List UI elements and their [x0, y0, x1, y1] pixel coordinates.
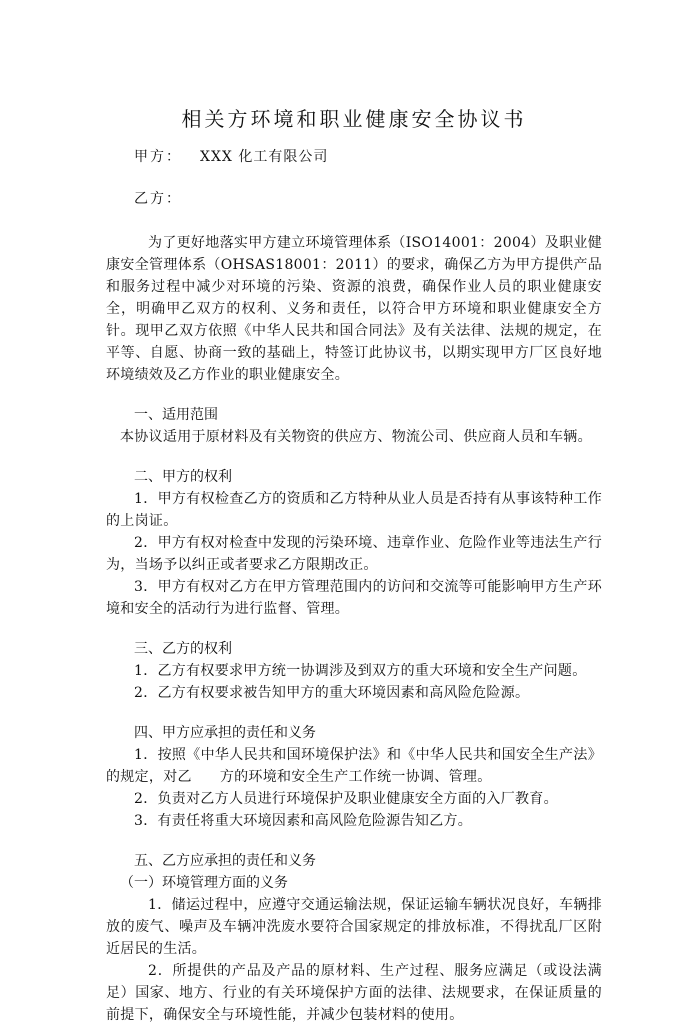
section-paragraph: 2．甲方有权对检查中发现的污染环境、违章作业、危险作业等违法生产行为，当场予以纠正或者要求乙方限期改正。	[106, 535, 602, 573]
section-paragraph: 本协议适用于原材料及有关物资的供应方、物流公司、供应商人员和车辆。	[120, 429, 592, 445]
section-party-b-duties	[106, 850, 602, 1026]
section-title: 四、甲方应承担的责任和义务	[134, 725, 316, 741]
section-title: 五、乙方应承担的责任和义务	[134, 853, 316, 869]
document-title: 相关方环境和职业健康安全协议书	[181, 107, 527, 131]
section-paragraph: 3．甲方有权对乙方在甲方管理范围内的访问和交流等可能影响甲方生产环境和安全的活动行为进行监督、管理。	[106, 579, 602, 617]
section-title: 二、甲方的权利	[134, 469, 232, 485]
section-title: 三、乙方的权利	[134, 641, 232, 657]
party-a-label: 甲方：	[134, 149, 182, 165]
paragraph-text-after-gap: 方的环境和安全生产工作统一协调、管理。	[219, 769, 492, 785]
section-paragraph: 1．甲方有权检查乙方的资质和乙方特种从业人员是否持有从事该特种工作的上岗证。	[106, 491, 602, 529]
section-subtitle: （一）环境管理方面的义务	[120, 875, 288, 891]
section-party-a-rights	[106, 466, 602, 620]
party-b-line	[134, 188, 602, 210]
section-scope	[106, 404, 602, 448]
party-b-label: 乙方：	[134, 191, 182, 207]
section-paragraph	[106, 744, 602, 788]
section-paragraph: 3．有责任将重大环境因素和高风险危险源告知乙方。	[134, 813, 473, 829]
section-paragraph: 2．所提供的产品及产品的原材料、生产过程、服务应满足（或设法满足）国家、地方、行业的有关环境保护方面的法律、法规要求，在保证质量的前提下，确保安全与环境性能，并减少包装材料的使用。	[106, 963, 602, 1023]
intro-paragraph: 为了更好地落实甲方建立环境管理体系（ISO14001：2004）及职业健康安全管理体系（OHSAS18001：2011）的要求，确保乙方为甲方提供产品和服务过程中减少对环境的污染、资源的浪费，确保作业人员的职业健康安全，明确甲乙双方的权利、义务和责任，以符合甲方环境和职业健康安全方针。现甲乙双方依照《中华人民共和国合同法》及有关法律、法规的规定，在平等、自愿、协商一致的基础上，特签订此协议书，以期实现甲方厂区良好地环境绩效及乙方作业的职业健康安全。	[106, 235, 602, 383]
section-party-a-duties	[106, 722, 602, 832]
party-a-value: XXX 化工有限公司	[200, 149, 329, 165]
section-paragraph: 1．乙方有权要求甲方统一协调涉及到双方的重大环境和安全生产问题。	[134, 663, 587, 679]
party-a-line	[134, 146, 602, 168]
section-paragraph: 2．负责对乙方人员进行环境保护及职业健康安全方面的入厂教育。	[134, 791, 558, 807]
section-paragraph: 2．乙方有权要求被告知甲方的重大环境因素和高风险危险源。	[134, 685, 530, 701]
paragraph-text-before-gap: 1．按照《中华人民共和国环境保护法》和《中华人民共和国安全生产法》的规定，对乙	[106, 747, 602, 785]
section-party-b-rights	[106, 638, 602, 704]
section-paragraph: 1．储运过程中，应遵守交通运输法规，保证运输车辆状况良好，车辆排放的废气、噪声及车辆冲洗废水要符合国家规定的排放标准，不得扰乱厂区附近居民的生活。	[106, 897, 602, 957]
section-title: 一、适用范围	[134, 407, 218, 423]
